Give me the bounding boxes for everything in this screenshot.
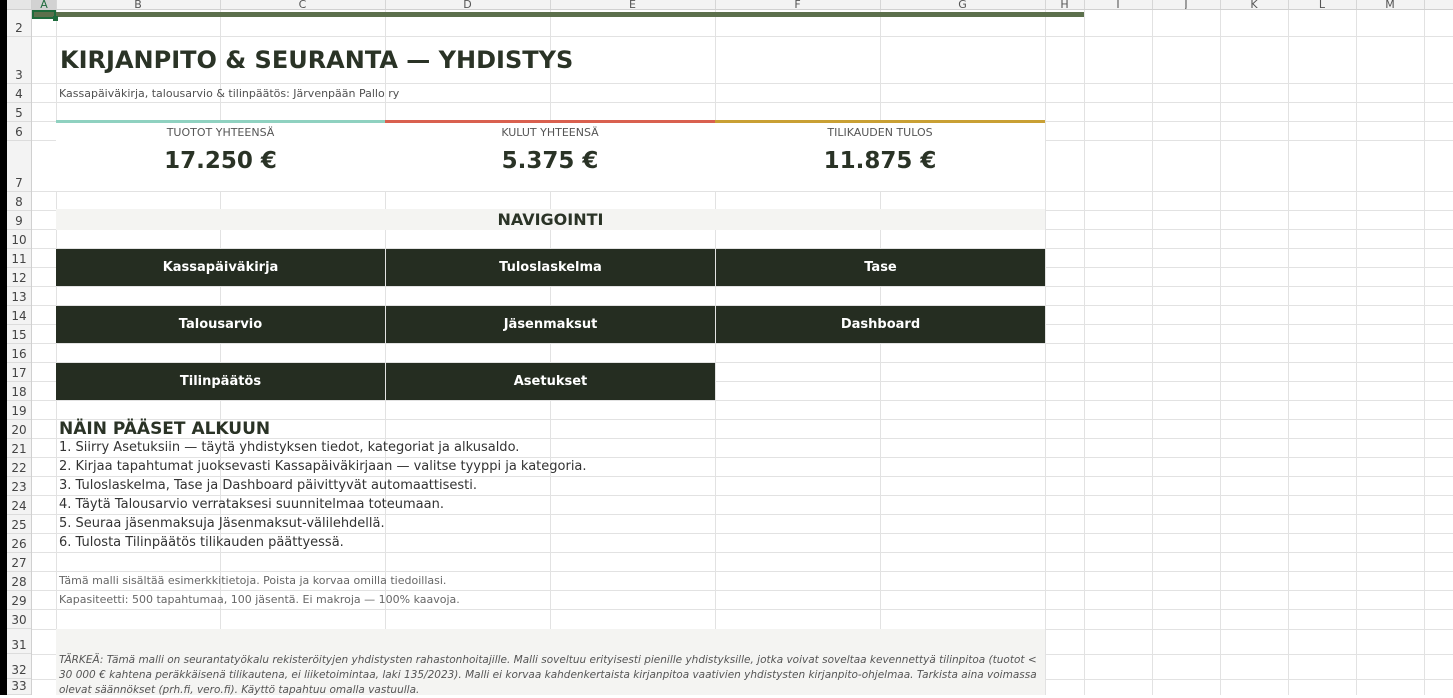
column-header-m[interactable]: M bbox=[1356, 0, 1425, 9]
step-item: 4. Täytä Talousarvio verrataksesi suunnitelmaa toteumaan. bbox=[59, 497, 444, 512]
disclaimer-text: TÄRKEÄ: Tämä malli on seurantatyökalu rekisteröityjen yhdistysten rahastonhoitajille. Malli soveltuu erityisesti pienille yhdistyksille, jotka voivat soveltaa kevennettyä tilinpitoa (tuotot < 30 000 € kahtena peräkkäisenä tilikautena, ei liiketoimintaa, laki 135/2023). Malli ei korvaa kahdenkertaista kirjanpitoa vaativien yhdistysten kirjanpito-ohjelmaa. Tarkista aina voimassa olevat säännökset (prh.fi, vero.fi). Käyttö tapahtuu omalla vastuulla. bbox=[59, 654, 1037, 696]
nav-button-jasenmaksut[interactable]: Jäsenmaksut bbox=[386, 306, 715, 343]
column-header-f[interactable]: F bbox=[715, 0, 881, 9]
nav-button-tase[interactable]: Tase bbox=[716, 249, 1045, 286]
nav-button-asetukset[interactable]: Asetukset bbox=[386, 363, 715, 400]
row-header[interactable]: 22 bbox=[7, 458, 31, 477]
row-header[interactable]: 8 bbox=[7, 192, 31, 211]
row-header[interactable]: 9 bbox=[7, 211, 31, 230]
row-header[interactable]: 16 bbox=[7, 344, 31, 363]
row-header[interactable]: 24 bbox=[7, 496, 31, 515]
kpi-accent-bar bbox=[385, 120, 715, 123]
row-header[interactable]: 10 bbox=[7, 230, 31, 249]
step-item: 3. Tuloslaskelma, Tase ja Dashboard päivittyvät automaattisesti. bbox=[59, 478, 477, 493]
header-accent-band bbox=[32, 12, 1084, 17]
kpi-accent-bar bbox=[715, 120, 1045, 123]
column-header-l[interactable]: L bbox=[1288, 0, 1357, 9]
kpi-label: TILIKAUDEN TULOS bbox=[827, 126, 933, 139]
row-header[interactable]: 21 bbox=[7, 439, 31, 458]
column-header-j[interactable]: J bbox=[1152, 0, 1221, 9]
select-all-corner[interactable] bbox=[7, 0, 32, 9]
step-item: 1. Siirry Asetuksiin — täytä yhdistyksen tiedot, kategoriat ja alkusaldo. bbox=[59, 440, 520, 455]
nav-button-tuloslaskelma[interactable]: Tuloslaskelma bbox=[386, 249, 715, 286]
getting-started-title: NÄIN PÄÄSET ALKUUN bbox=[59, 419, 271, 439]
row-header[interactable]: 14 bbox=[7, 306, 31, 325]
column-header-k[interactable]: K bbox=[1220, 0, 1289, 9]
column-header-g[interactable]: G bbox=[880, 0, 1046, 9]
row-header[interactable]: 11 bbox=[7, 249, 31, 268]
row-header[interactable]: 13 bbox=[7, 287, 31, 306]
column-header-a[interactable]: A bbox=[32, 0, 57, 9]
row-header[interactable]: 19 bbox=[7, 401, 31, 420]
sample-data-note: Tämä malli sisältää esimerkkitietoja. Poista ja korvaa omilla tiedoillasi. bbox=[59, 574, 447, 587]
kpi-value: 11.875 € bbox=[823, 148, 937, 174]
row-header[interactable]: 18 bbox=[7, 382, 31, 401]
row-header[interactable]: 31 bbox=[7, 629, 31, 654]
row-header[interactable]: 32 bbox=[7, 654, 31, 679]
row-header[interactable]: 2 bbox=[7, 10, 31, 37]
column-header-e[interactable]: E bbox=[550, 0, 716, 9]
row-header[interactable]: 33 bbox=[7, 679, 31, 695]
row-header[interactable]: 3 bbox=[7, 37, 31, 84]
row-header[interactable]: 20 bbox=[7, 420, 31, 439]
kpi-label: KULUT YHTEENSÄ bbox=[501, 126, 599, 139]
row-header[interactable]: 7 bbox=[7, 141, 31, 192]
column-header-c[interactable]: C bbox=[220, 0, 386, 9]
row-header[interactable]: 26 bbox=[7, 534, 31, 553]
column-header-b[interactable]: B bbox=[56, 0, 221, 9]
row-header[interactable]: 23 bbox=[7, 477, 31, 496]
row-header[interactable]: 29 bbox=[7, 591, 31, 610]
kpi-label: TUOTOT YHTEENSÄ bbox=[166, 126, 275, 139]
row-header[interactable]: 5 bbox=[7, 103, 31, 122]
column-header-h[interactable]: H bbox=[1045, 0, 1085, 9]
page-subtitle: Kassapäiväkirja, talousarvio & tilinpäätös: Järvenpään Pallo ry bbox=[59, 87, 400, 100]
row-header[interactable]: 12 bbox=[7, 268, 31, 287]
nav-button-kassapaivakirja[interactable]: Kassapäiväkirja bbox=[56, 249, 385, 286]
row-header[interactable]: 17 bbox=[7, 363, 31, 382]
row-header[interactable]: 15 bbox=[7, 325, 31, 344]
page-title: KIRJANPITO & SEURANTA — YHDISTYS bbox=[60, 46, 574, 74]
window-edge bbox=[0, 0, 7, 695]
row-header[interactable]: 4 bbox=[7, 84, 31, 103]
kpi-value: 5.375 € bbox=[501, 148, 599, 174]
kpi-card-expenses bbox=[385, 120, 715, 191]
step-item: 2. Kirjaa tapahtumat juoksevasti Kassapäiväkirjaan — valitse tyyppi ja kategoria. bbox=[59, 459, 587, 474]
row-header[interactable]: 28 bbox=[7, 572, 31, 591]
kpi-value: 17.250 € bbox=[164, 148, 277, 174]
row-header[interactable]: 30 bbox=[7, 610, 31, 629]
kpi-card-income bbox=[56, 120, 385, 191]
column-header-i[interactable]: I bbox=[1084, 0, 1153, 9]
row-header[interactable]: 25 bbox=[7, 515, 31, 534]
column-header-d[interactable]: D bbox=[385, 0, 551, 9]
step-item: 6. Tulosta Tilinpäätös tilikauden päättyessä. bbox=[59, 535, 344, 550]
row-header[interactable]: 27 bbox=[7, 553, 31, 572]
step-item: 5. Seuraa jäsenmaksuja Jäsenmaksut-välilehdellä. bbox=[59, 516, 385, 531]
nav-button-dashboard[interactable]: Dashboard bbox=[716, 306, 1045, 343]
capacity-note: Kapasiteetti: 500 tapahtumaa, 100 jäsentä. Ei makroja — 100% kaavoja. bbox=[59, 593, 460, 606]
navigation-title: NAVIGOINTI bbox=[497, 210, 604, 229]
nav-button-tilinpaatos[interactable]: Tilinpäätös bbox=[56, 363, 385, 400]
nav-button-talousarvio[interactable]: Talousarvio bbox=[56, 306, 385, 343]
active-cell-cursor[interactable] bbox=[32, 10, 56, 19]
kpi-card-result bbox=[715, 120, 1045, 191]
kpi-accent-bar bbox=[56, 120, 385, 123]
row-header[interactable]: 6 bbox=[7, 122, 31, 141]
